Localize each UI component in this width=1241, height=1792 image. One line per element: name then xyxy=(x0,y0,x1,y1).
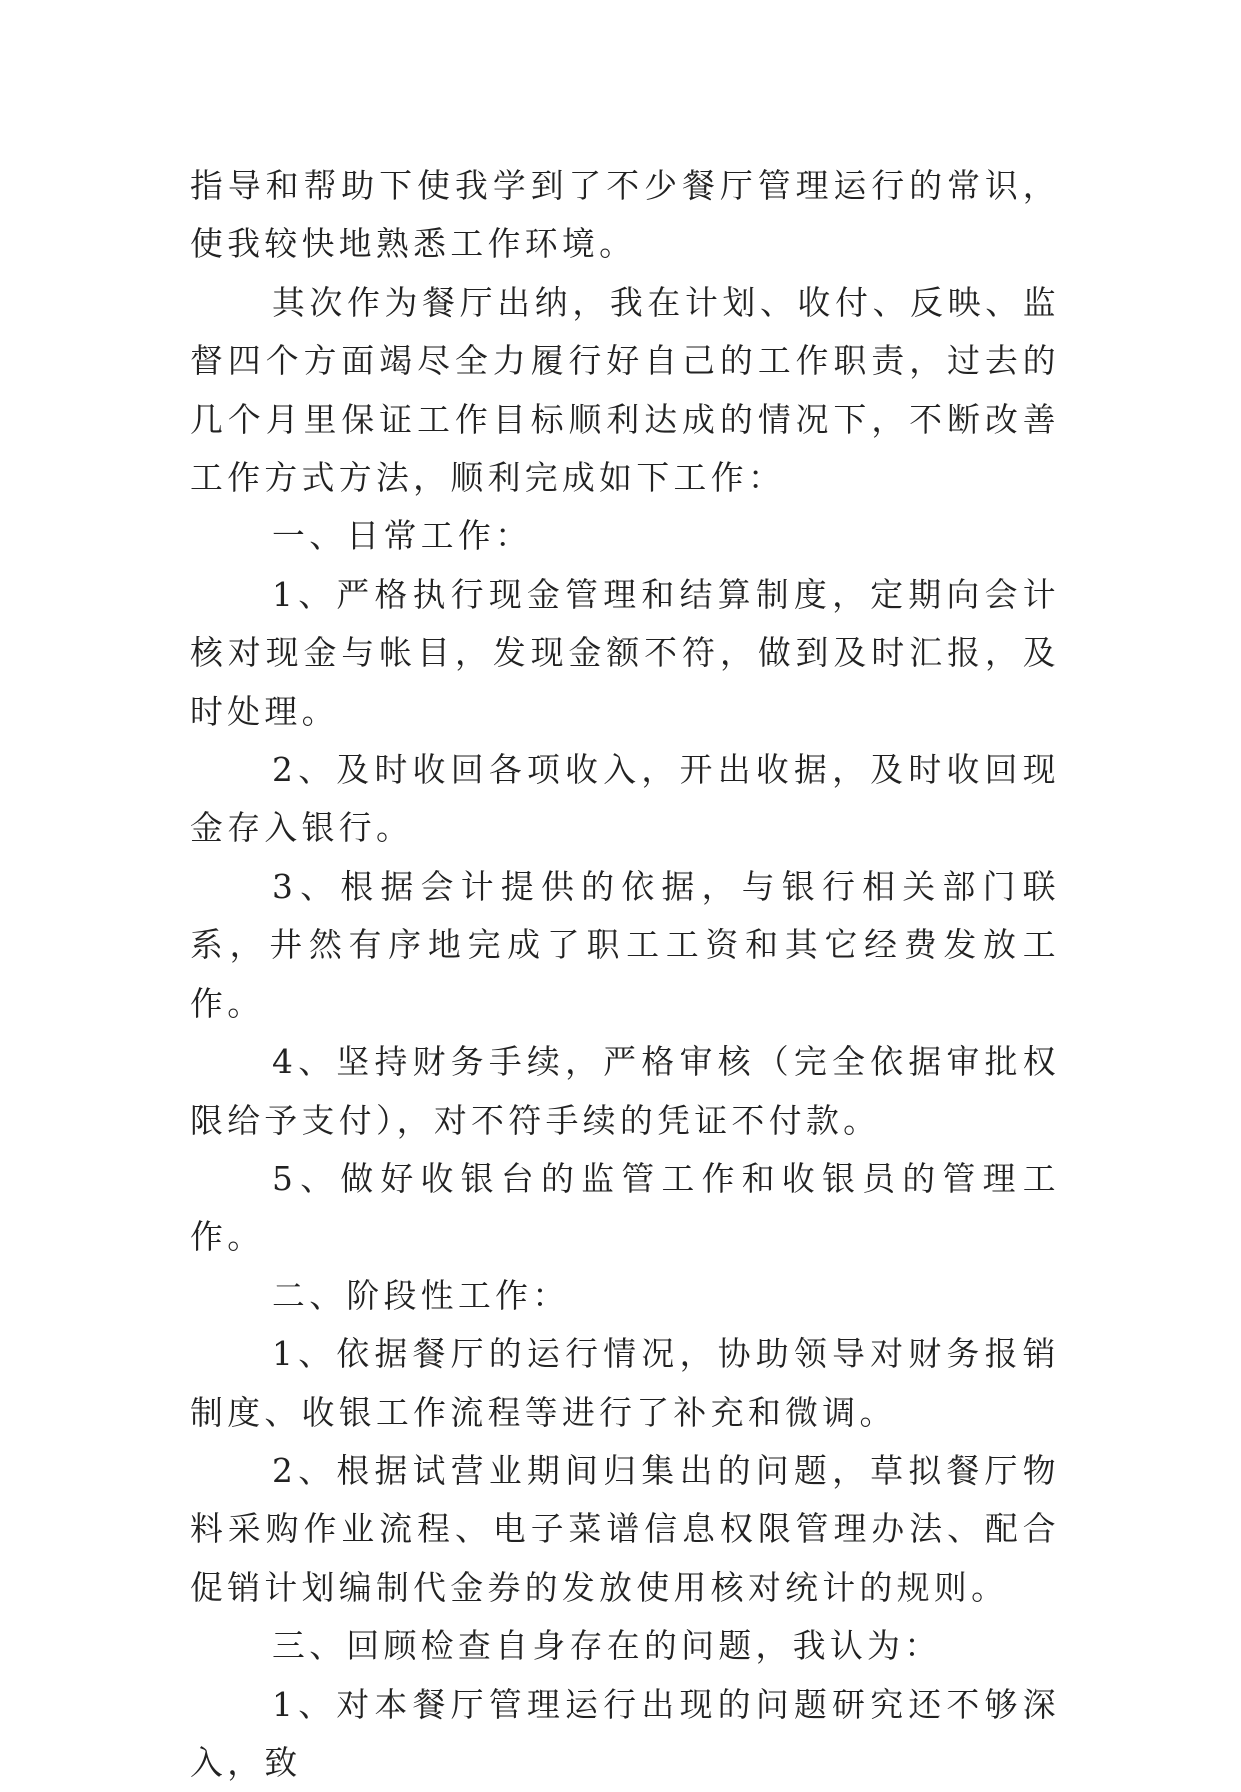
heading-daily-work: 一、日常工作： xyxy=(272,517,533,556)
list-item-daily-2: 2、及时收回各项收入，开出收据，及时收回现金存入银行。 xyxy=(190,751,1060,848)
paragraph-cashier-duties: 其次作为餐厅出纳，我在计划、收付、反映、监督四个方面竭尽全力履行好自己的工作职责，过去的几个月里保证工作目标顺利达成的情况下，不断改善工作方式方法，顺利完成如下工作： xyxy=(190,283,1060,498)
list-item-daily-1: 1、严格执行现金管理和结算制度，定期向会计核对现金与帐目，发现金额不符，做到及时汇报，及时处理。 xyxy=(190,575,1060,731)
paragraph-continuation: 指导和帮助下使我学到了不少餐厅管理运行的常识，使我较快地熟悉工作环境。 xyxy=(190,167,1060,264)
document-body xyxy=(190,157,1060,1792)
heading-phase-work: 二、阶段性工作： xyxy=(272,1276,570,1315)
list-item-review-1: 1、对本餐厅管理运行出现的问题研究还不够深入，致 xyxy=(190,1685,1060,1782)
heading-review-problems: 三、回顾检查自身存在的问题，我认为： xyxy=(272,1627,942,1666)
list-item-daily-3: 3、根据会计提供的依据，与银行相关部门联系，井然有序地完成了职工工资和其它经费发放工作。 xyxy=(190,867,1060,1023)
list-item-phase-1: 1、依据餐厅的运行情况，协助领导对财务报销制度、收银工作流程等进行了补充和微调。 xyxy=(190,1335,1060,1432)
list-item-phase-2: 2、根据试营业期间归集出的问题，草拟餐厅物料采购作业流程、电子菜谱信息权限管理办法、配合促销计划编制代金券的发放使用核对统计的规则。 xyxy=(190,1451,1060,1607)
list-item-daily-4: 4、坚持财务手续，严格审核（完全依据审批权限给予支付），对不符手续的凭证不付款。 xyxy=(190,1043,1060,1140)
list-item-daily-5: 5、做好收银台的监管工作和收银员的管理工作。 xyxy=(190,1159,1060,1257)
